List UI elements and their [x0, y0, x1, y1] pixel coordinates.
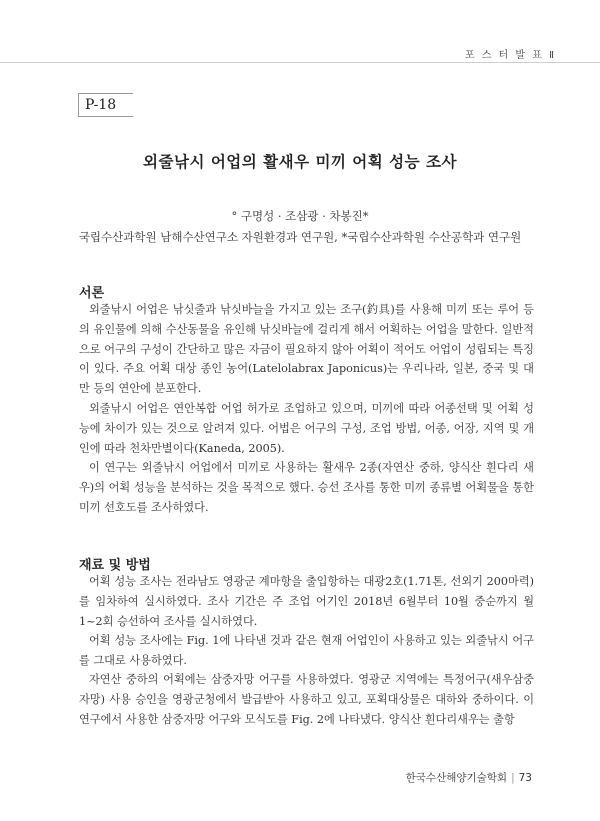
- intro-paragraph-2: 외줄낚시 어업은 연안복합 어업 허가로 조업하고 있으며, 미끼에 따라 어종선택 및 어획 성능에 차이가 있는 것으로 알려져 있다. 어법은 어구의 구성, 조업 방법, 어종, 어장, 지역 및 개인에 따라 천차만별이다(Kaneda, 2005).: [79, 402, 534, 455]
- methods-paragraph-3: 자연산 중하의 어획에는 삼중자망 어구를 사용하였다. 영광군 지역에는 특정어구(새우삼중자망) 사용 승인을 영광군청에서 발급받아 사용하고 있고, 포획대상물은 대하와 중하이다. 이 연구에서 사용한 삼중자망 어구와 모식도를 Fig. 2에 나타냈다. 양식산 흰다리새우는 출항: [79, 673, 534, 726]
- methods-paragraph-1: 어획 성능 조사는 전라남도 영광군 계마항을 출입항하는 대광2호(1.71톤, 선외기 200마력)를 임차하여 실시하였다. 조사 기간은 주 조업 어기인 2018년 6월부터 10월 중순까지 월 1~2회 승선하여 조사를 실시하였다.: [79, 575, 534, 628]
- methods-paragraph-2: 어획 성능 조사에는 Fig. 1에 나타낸 것과 같은 현재 어업인이 사용하고 있는 외줄낚시 어구를 그대로 사용하였다.: [79, 634, 534, 667]
- paper-title: 외줄낚시 어업의 활새우 미끼 어획 성능 조사: [143, 152, 457, 171]
- methods-heading: 재료 및 방법: [79, 558, 151, 573]
- footer-separator: |: [511, 772, 515, 784]
- section-header-label: 포 스 터 발 표 Ⅱ: [464, 50, 556, 61]
- header-divider: [0, 62, 600, 63]
- page-footer: [406, 770, 532, 785]
- intro-heading: 서론: [79, 286, 105, 301]
- intro-paragraph-1: 외줄낚시 어업은 낚싯줄과 낚싯바늘을 가지고 있는 조구(釣具)를 사용해 미끼 또는 루어 등의 유인물에 의해 수산동물을 유인해 낚싯바늘에 걸리게 해서 어획하는 어업을 말한다. 일반적으로 어구의 구성이 간단하고 많은 자금이 필요하지 않아 어획이 적어도 어업이 성립되는 특징이 있다. 주요 어획 대상 종인 농어(Latelolabrax Japonicus)는 우리나라, 일본, 중국 및 대만 등의 연안에 분포한다.: [79, 303, 534, 396]
- page-number: 73: [518, 772, 532, 784]
- author-affiliation: 국립수산과학원 남해수산연구소 자원환경과 연구원, *국립수산과학원 수산공학과 연구원: [78, 230, 522, 244]
- intro-paragraph-3: 이 연구는 외줄낚시 어업에서 미끼로 사용하는 활새우 2종(자연산 중하, 양식산 흰다리 새우)의 어획 성능을 분석하는 것을 목적으로 했다. 승선 조사를 통한 미끼 종류별 어획물을 통한 미끼 선호도를 조사하였다.: [79, 461, 534, 514]
- journal-name: 한국수산해양기술학회: [405, 772, 508, 784]
- poster-number: P-18: [78, 93, 133, 117]
- author-list: ° 구명성 · 조삼광 · 차봉진*: [231, 209, 369, 223]
